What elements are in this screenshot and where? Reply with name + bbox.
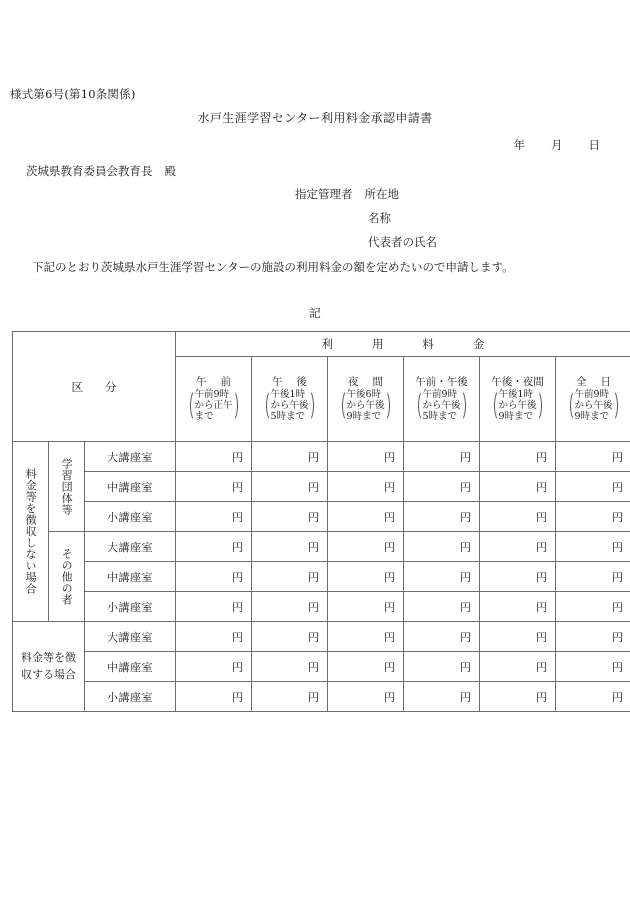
fee-cell[interactable]: 円 xyxy=(252,682,328,712)
fee-cell[interactable]: 円 xyxy=(328,562,404,592)
applicant-role-label: 指定管理者 xyxy=(295,187,353,201)
paren-right-icon xyxy=(233,389,239,422)
slot-title-char: 後 xyxy=(296,375,308,388)
group-header-char-4: 金 xyxy=(473,337,486,351)
slot-title-morning-afternoon xyxy=(406,377,477,388)
fee-table-wrapper xyxy=(12,331,624,712)
slot-title-allday xyxy=(558,377,629,388)
applicant-representative-row xyxy=(368,234,437,250)
slot-title-afternoon-evening xyxy=(482,377,553,388)
subgroup-label-text: 学習団体等 xyxy=(60,457,74,516)
applicant-address-row xyxy=(295,186,399,202)
table-row xyxy=(13,442,630,472)
slot-title-evening xyxy=(330,377,401,388)
room-label: 大講座室 xyxy=(85,532,176,562)
section-label-line: 収する場合 xyxy=(21,667,76,681)
slot-header-morning-afternoon xyxy=(404,357,480,442)
slot-subline: から正午 xyxy=(194,400,233,412)
paren-left-icon xyxy=(265,389,271,422)
fee-cell[interactable]: 円 xyxy=(176,562,252,592)
room-label: 大講座室 xyxy=(85,442,176,472)
subgroup-label-text: その他の者 xyxy=(60,547,74,606)
fee-cell[interactable]: 円 xyxy=(328,622,404,652)
table-row xyxy=(13,472,630,502)
slot-subtext-morning xyxy=(178,389,249,422)
applicant-name-row xyxy=(368,210,391,226)
fee-cell[interactable]: 円 xyxy=(556,592,630,622)
fee-cell[interactable]: 円 xyxy=(480,622,556,652)
fee-cell[interactable]: 円 xyxy=(252,622,328,652)
slot-subtext-allday xyxy=(558,389,629,422)
addressee-name: 茨城県教育委員会教育長 xyxy=(26,164,153,178)
fee-cell[interactable]: 円 xyxy=(328,532,404,562)
slot-subline: 9時まで xyxy=(498,411,534,423)
room-label: 小講座室 xyxy=(85,502,176,532)
fee-cell[interactable]: 円 xyxy=(556,682,630,712)
group-header-char-2: 用 xyxy=(372,337,385,351)
fee-cell[interactable]: 円 xyxy=(328,592,404,622)
slot-subline: 午後1時 xyxy=(498,389,534,401)
date-day-label: 日 xyxy=(588,138,600,152)
applicant-name-label: 名称 xyxy=(368,211,391,225)
slot-header-afternoon xyxy=(252,357,328,442)
fee-cell[interactable]: 円 xyxy=(176,442,252,472)
table-row xyxy=(13,532,630,562)
fee-cell[interactable]: 円 xyxy=(404,622,480,652)
fee-cell[interactable]: 円 xyxy=(404,562,480,592)
fee-cell[interactable]: 円 xyxy=(176,592,252,622)
slot-subline: 9時まで xyxy=(574,411,610,423)
slot-subline: 午前9時 xyxy=(194,389,230,401)
table-header-row-group xyxy=(13,332,630,357)
fee-cell[interactable]: 円 xyxy=(176,622,252,652)
fee-cell[interactable]: 円 xyxy=(252,592,328,622)
fee-cell[interactable]: 円 xyxy=(252,532,328,562)
fee-cell[interactable]: 円 xyxy=(556,562,630,592)
fee-cell[interactable]: 円 xyxy=(556,532,630,562)
table-row xyxy=(13,622,630,652)
addressee-line xyxy=(26,163,176,179)
paren-left-icon xyxy=(493,389,499,422)
kubun-char-2: 分 xyxy=(105,379,117,394)
fee-cell[interactable]: 円 xyxy=(480,502,556,532)
table-row xyxy=(13,592,630,622)
fee-cell[interactable]: 円 xyxy=(328,682,404,712)
fee-cell[interactable]: 円 xyxy=(556,622,630,652)
slot-subline: 午後1時 xyxy=(270,389,306,401)
slot-subline: から午後 xyxy=(574,400,613,412)
fee-cell[interactable]: 円 xyxy=(176,682,252,712)
group-header-char-3: 料 xyxy=(422,337,436,351)
fee-cell[interactable]: 円 xyxy=(556,442,630,472)
fee-cell[interactable]: 円 xyxy=(404,502,480,532)
paren-left-icon xyxy=(569,389,575,422)
fee-cell[interactable]: 円 xyxy=(404,532,480,562)
date-line xyxy=(0,137,600,153)
section-label-text: 料金等を徴収しない場合 xyxy=(24,468,38,595)
paren-right-icon xyxy=(385,389,391,422)
applicant-address-label: 所在地 xyxy=(364,187,399,201)
slot-subline: から午後 xyxy=(346,400,385,412)
slot-subline: 5時まで xyxy=(270,411,306,423)
fee-cell[interactable]: 円 xyxy=(328,472,404,502)
fee-cell[interactable]: 円 xyxy=(404,442,480,472)
slot-subline: から午後 xyxy=(270,400,309,412)
applicant-representative-label: 代表者の氏名 xyxy=(368,235,437,249)
group-header-char-1: 利 xyxy=(321,337,335,351)
fee-cell[interactable]: 円 xyxy=(176,652,252,682)
table-row xyxy=(13,682,630,712)
slot-subline: 午前9時 xyxy=(422,389,458,401)
fee-cell[interactable]: 円 xyxy=(480,532,556,562)
subgroup-label-study-group xyxy=(49,442,85,532)
slot-subline: から午後 xyxy=(422,400,461,412)
paren-right-icon xyxy=(461,389,467,422)
room-label: 中講座室 xyxy=(85,562,176,592)
form-number: 様式第6号(第10条関係) xyxy=(10,87,136,101)
table-row xyxy=(13,562,630,592)
room-label: 小講座室 xyxy=(85,592,176,622)
slot-title-char: 前 xyxy=(220,375,232,388)
fee-cell[interactable]: 円 xyxy=(480,652,556,682)
kubun-char-1: 区 xyxy=(71,379,83,394)
paren-right-icon xyxy=(309,389,315,422)
fee-table xyxy=(12,331,630,712)
slot-title-char: 午 xyxy=(196,375,207,388)
slot-subline: 5時まで xyxy=(422,411,458,423)
slot-title-char: 午後・夜間 xyxy=(491,375,544,388)
room-label: 小講座室 xyxy=(85,682,176,712)
fee-cell[interactable]: 円 xyxy=(556,472,630,502)
kubun-header-cell xyxy=(13,332,176,442)
paren-left-icon xyxy=(341,389,347,422)
slot-subline: まで xyxy=(194,411,214,423)
group-header-cell xyxy=(176,332,630,357)
fee-cell[interactable]: 円 xyxy=(480,442,556,472)
fee-cell[interactable]: 円 xyxy=(252,502,328,532)
section-label-line: 料金等を徴 xyxy=(21,651,76,664)
application-statement: 下記のとおり茨城県水戸生涯学習センターの施設の利用料金の額を定めたいので申請します。 xyxy=(32,260,514,274)
slot-title-char: 午前・午後 xyxy=(415,375,468,388)
slot-subline: 午前9時 xyxy=(574,389,610,401)
slot-subtext-afternoon-evening xyxy=(482,389,553,422)
slot-title-char: 全 xyxy=(576,375,587,388)
fee-cell[interactable]: 円 xyxy=(480,592,556,622)
fee-cell[interactable]: 円 xyxy=(176,532,252,562)
fee-cell[interactable]: 円 xyxy=(328,442,404,472)
fee-cell[interactable]: 円 xyxy=(404,652,480,682)
page-title: 水戸生涯学習センター利用料金承認申請書 xyxy=(197,111,433,125)
fee-cell[interactable]: 円 xyxy=(252,472,328,502)
fee-cell[interactable]: 円 xyxy=(252,652,328,682)
slot-title-morning xyxy=(178,377,249,388)
fee-cell[interactable]: 円 xyxy=(480,562,556,592)
slot-subline: 午後6時 xyxy=(346,389,382,401)
fee-cell[interactable]: 円 xyxy=(404,592,480,622)
room-label: 中講座室 xyxy=(85,472,176,502)
fee-cell[interactable]: 円 xyxy=(328,652,404,682)
paren-left-icon xyxy=(189,389,195,422)
section-label-with-fee xyxy=(13,622,85,712)
fee-cell[interactable]: 円 xyxy=(252,442,328,472)
slot-header-evening xyxy=(328,357,404,442)
fee-cell[interactable]: 円 xyxy=(556,502,630,532)
slot-subline: から午後 xyxy=(498,400,537,412)
subgroup-label-others xyxy=(49,532,85,622)
slot-header-morning xyxy=(176,357,252,442)
slot-title-char: 間 xyxy=(372,375,384,388)
room-label: 中講座室 xyxy=(85,652,176,682)
fee-cell[interactable]: 円 xyxy=(404,682,480,712)
fee-cell[interactable]: 円 xyxy=(176,472,252,502)
table-row xyxy=(13,502,630,532)
paren-left-icon xyxy=(417,389,423,422)
slot-title-char: 夜 xyxy=(348,375,359,388)
fee-cell[interactable]: 円 xyxy=(404,472,480,502)
fee-cell[interactable]: 円 xyxy=(480,472,556,502)
fee-cell[interactable]: 円 xyxy=(556,652,630,682)
slot-subtext-morning-afternoon xyxy=(406,389,477,422)
slot-subtext-afternoon xyxy=(254,389,325,422)
slot-header-afternoon-evening xyxy=(480,357,556,442)
slot-title-char: 日 xyxy=(600,375,612,388)
slot-title-char: 午 xyxy=(272,375,283,388)
paren-right-icon xyxy=(613,389,619,422)
fee-cell[interactable]: 円 xyxy=(176,502,252,532)
table-row xyxy=(13,652,630,682)
slot-title-afternoon xyxy=(254,377,325,388)
date-month-label: 月 xyxy=(551,138,563,152)
fee-cell[interactable]: 円 xyxy=(252,562,328,592)
room-label: 大講座室 xyxy=(85,622,176,652)
date-year-label: 年 xyxy=(513,138,525,152)
slot-subtext-evening xyxy=(330,389,401,422)
fee-cell[interactable]: 円 xyxy=(480,682,556,712)
addressee-honorific: 殿 xyxy=(164,164,176,178)
fee-cell[interactable]: 円 xyxy=(328,502,404,532)
slot-header-allday xyxy=(556,357,630,442)
ki-mark: 記 xyxy=(309,306,321,320)
paren-right-icon xyxy=(537,389,543,422)
slot-subline: 9時まで xyxy=(346,411,382,423)
section-label-no-fee xyxy=(13,442,49,622)
